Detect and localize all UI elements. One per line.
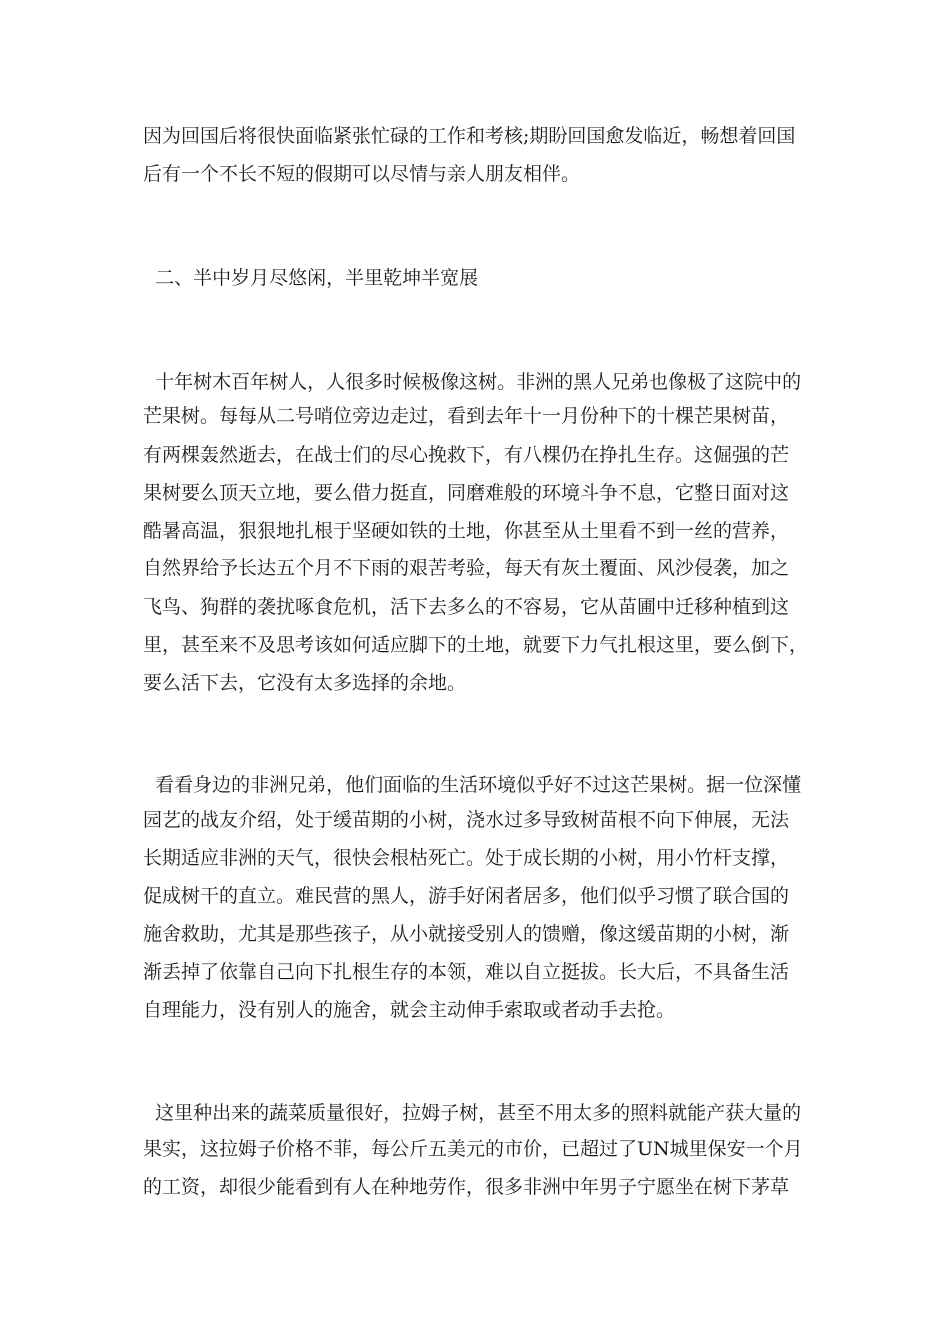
paragraph-3-line-1: 看看身边的非洲兄弟，他们面临的生活环境似乎好不过这芒果树。据一位深懂 bbox=[143, 774, 802, 796]
section-heading: 二、半中岁月尽悠闲，半里乾坤半宽展 bbox=[143, 267, 479, 289]
paragraph-2-line-4: 果树要么顶天立地，要么借力挺直，同磨难般的环境斗争不息，它整日面对这 bbox=[143, 482, 790, 504]
paragraph-4-line-1: 这里种出来的蔬菜质量很好，拉姆子树，甚至不用太多的照料就能产获大量的 bbox=[143, 1102, 802, 1124]
paragraph-3-line-4: 促成树干的直立。难民营的黑人，游手好闲者居多，他们似乎习惯了联合国的 bbox=[143, 885, 790, 907]
paragraph-3-line-2: 园艺的战友介绍，处于缓苗期的小树，浇水过多导致树苗根不向下伸展，无法 bbox=[143, 809, 790, 831]
paragraph-2-line-2: 芒果树。每每从二号哨位旁边走过，看到去年十一月份种下的十棵芒果树苗， bbox=[143, 405, 790, 427]
paragraph-2-line-6: 自然界给予长达五个月不下雨的艰苦考验，每天有灰土覆面、风沙侵袭，加之 bbox=[143, 557, 790, 579]
paragraph-2-line-8: 里，甚至来不及思考该如何适应脚下的土地，就要下力气扎根这里，要么倒下， bbox=[143, 634, 809, 656]
paragraph-3-line-3: 长期适应非洲的天气，很快会根枯死亡。处于成长期的小树，用小竹杆支撑， bbox=[143, 847, 790, 869]
paragraph-3-line-7: 自理能力，没有别人的施舍，就会主动伸手索取或者动手去抢。 bbox=[143, 999, 676, 1021]
paragraph-1-line-2: 后有一个不长不短的假期可以尽情与亲人朋友相伴。 bbox=[143, 163, 581, 185]
paragraph-4-line-2: 果实，这拉姆子价格不菲，每公斤五美元的市价，已超过了UN城里保安一个月 bbox=[143, 1138, 803, 1160]
paragraph-3-line-5: 施舍救助，尤其是那些孩子，从小就接受别人的馈赠，像这缓苗期的小树，渐 bbox=[143, 923, 790, 945]
paragraph-1-line-1: 因为回国后将很快面临紧张忙碌的工作和考核;期盼回国愈发临近，畅想着回国 bbox=[143, 125, 796, 147]
paragraph-2-line-3: 有两棵轰然逝去，在战士们的尽心挽救下，有八棵仍在挣扎生存。这倔强的芒 bbox=[143, 444, 790, 466]
paragraph-2-line-9: 要么活下去，它没有太多选择的余地。 bbox=[143, 672, 467, 694]
paragraph-3-line-6: 渐丢掉了依靠自己向下扎根生存的本领，难以自立挺拔。长大后，不具备生活 bbox=[143, 961, 790, 983]
paragraph-2-line-5: 酷暑高温，狠狠地扎根于坚硬如铁的土地，你甚至从土里看不到一丝的营养， bbox=[143, 520, 790, 542]
paragraph-2-line-7: 飞鸟、狗群的袭扰啄食危机，活下去多么的不容易，它从苗圃中迁移种植到这 bbox=[143, 596, 790, 618]
paragraph-2-line-1: 十年树木百年树人，人很多时候极像这树。非洲的黑人兄弟也像极了这院中的 bbox=[143, 371, 802, 393]
paragraph-4-line-3: 的工资，却很少能看到有人在种地劳作，很多非洲中年男子宁愿坐在树下茅草 bbox=[143, 1176, 790, 1198]
